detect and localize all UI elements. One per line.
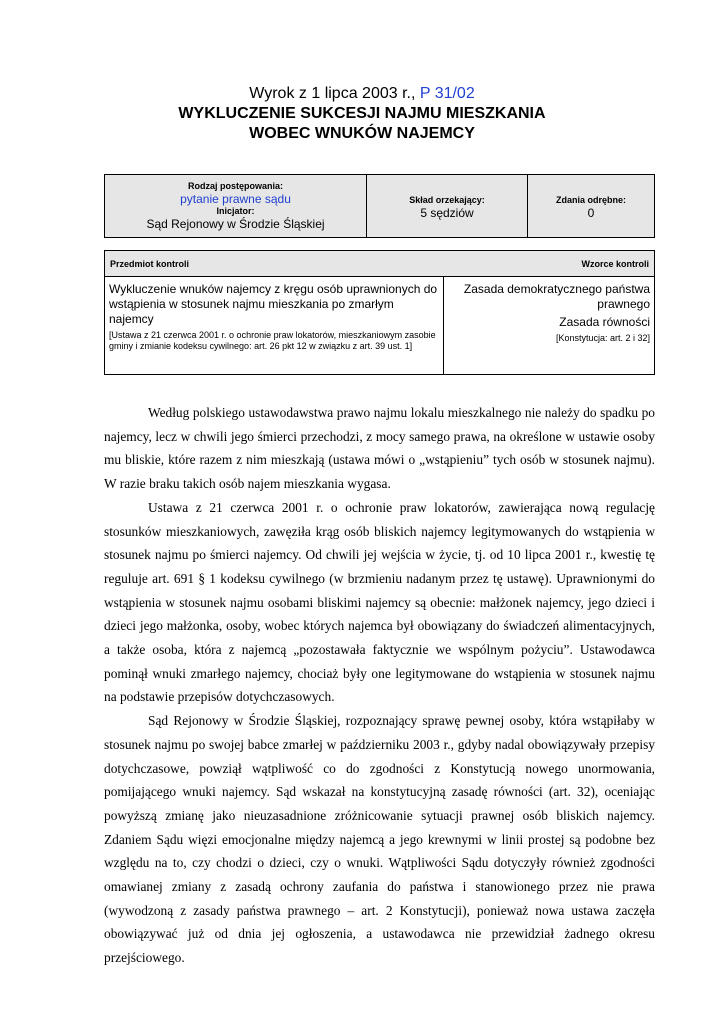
dissent-value: 0 bbox=[587, 206, 595, 220]
proceeding-cell bbox=[105, 175, 367, 237]
case-info-table bbox=[104, 174, 655, 238]
control-patterns-cell bbox=[444, 277, 654, 375]
paragraph-3: Sąd Rejonowy w Środzie Śląskiej, rozpoznający sprawę pewnej osoby, która wstąpiłaby w stosunek najmu po swojej babce zmarłej w październiku 2003 r., gdyby nadal obowiązywały przepisy dotychczasowe, powziął wątpliwość co do zgodności z Konstytucją nowego unormowania, pomijającego wnuki najemcy. Sąd wskazał na konstytucyjną zasadę równości (art. 32), oceniając powyższą zmianę jako nieuzasadnione zróżnicowanie sytuacji prawnej osób bliskich najemcy. Zdaniem Sądu więzi emocjonalne między najemcą a jego krewnymi w linii prostej są podobne bez względu na to, czy chodzi o dzieci, czy o wnuki. Wątpliwości Sądu dotyczyły również zgodności omawianej zmiany z zasadą ochrony zaufania do państwa i stanowionego przez nie prawa (wywodzoną z zasady państwa prawnego – art. 2 Konstytucji), ponieważ nowa ustawa zaczęła obowiązywać już od dnia jej ogłoszenia, a ustawodawca nie przewidział żadnego okresu przejściowego. bbox=[104, 713, 655, 966]
control-table-body bbox=[105, 277, 654, 375]
pattern-democratic-state: Zasada demokratycznego państwa prawnego bbox=[463, 282, 650, 311]
subject-header: Przedmiot kontroli bbox=[110, 258, 190, 269]
bench-cell bbox=[367, 175, 528, 237]
control-subject-reference: [Ustawa z 21 czerwca 2001 r. o ochronie praw lokatorów, mieszkaniowym zasobie gminy i zmianie kodeksu cywilnego: art. 26 pkt 12 w związku z art. 39 ust. 1] bbox=[109, 330, 436, 351]
paragraph-2: Ustawa z 21 czerwca 2001 r. o ochronie praw lokatorów, zawierająca nową regulację stosunków mieszkaniowych, zawęziła krąg osób bliskich najemcy legitymowanych do wstąpienia w stosunek najmu po śmierci najemcy. Od chwili jej wejścia w życie, tj. od 10 lipca 2001 r., kwestię tę reguluje art. 691 § 1 kodeksu cywilnego (w brzmieniu nadanym przez tę ustawę). Uprawnionymi do wstąpienia w stosunek najmu osobami bliskimi najemcy są obecnie: małżonek najemcy, jego dzieci i dzieci jego małżonka, osoby, wobec których najemca był obowiązany do świadczeń alimentacyjnych, a także osoba, która z najemcą „pozostawała faktycznie we wspólnym pożyciu”. Ustawodawca pominął wnuki zmarłego najemcy, chociaż były one legitymowane do wstąpienia w stosunek najmu na podstawie przepisów dotychczasowych. bbox=[104, 499, 655, 705]
pattern-reference: [Konstytucja: art. 2 i 32] bbox=[555, 333, 650, 343]
control-subject-text: Wykluczenie wnuków najemcy z kręgu osób uprawnionych do wstąpienia w stosunek najmu mieszkania po zmarłym najemcy bbox=[109, 282, 438, 326]
document-title bbox=[0, 84, 724, 144]
judgment-date: Wyrok z 1 lipca 2003 r., bbox=[249, 85, 420, 102]
dissent-label: Zdania odrębne: bbox=[555, 195, 626, 205]
bench-value: 5 sędziów bbox=[420, 206, 474, 220]
control-subject-cell bbox=[105, 277, 444, 375]
case-number-link[interactable]: P 31/02 bbox=[419, 85, 475, 102]
initiator-label: Inicjator: bbox=[216, 206, 255, 216]
judgment-heading bbox=[0, 84, 724, 104]
pattern-equality: Zasada równości bbox=[559, 315, 650, 329]
control-table bbox=[104, 250, 655, 375]
initiator-value: Sąd Rejonowy w Środzie Śląskiej bbox=[146, 217, 325, 231]
patterns-header: Wzorce kontroli bbox=[581, 258, 649, 269]
proceeding-label: Rodzaj postępowania: bbox=[187, 181, 283, 191]
subject-title-line2: WOBEC WNUKÓW NAJEMCY bbox=[249, 125, 475, 142]
control-table-header bbox=[105, 251, 654, 277]
bench-label: Skład orzekający: bbox=[409, 195, 485, 205]
dissent-cell bbox=[528, 175, 654, 237]
subject-title-line1: WYKLUCZENIE SUKCESJI NAJMU MIESZKANIA bbox=[178, 105, 546, 122]
paragraph-1: Według polskiego ustawodawstwa prawo najmu lokalu mieszkalnego nie należy do spadku po najemcy, lecz w chwili jego śmierci przechodzi, z mocy samego prawa, na określone w ustawie osoby mu bliskie, które razem z nim mieszkają (ustawa mówi o „wstąpieniu” tych osób w stosunek najmu). W razie braku takich osób najem mieszkania wygasa. bbox=[104, 405, 655, 492]
judgment-body bbox=[104, 401, 655, 970]
proceeding-type-link[interactable]: pytanie prawne sądu bbox=[180, 192, 291, 206]
